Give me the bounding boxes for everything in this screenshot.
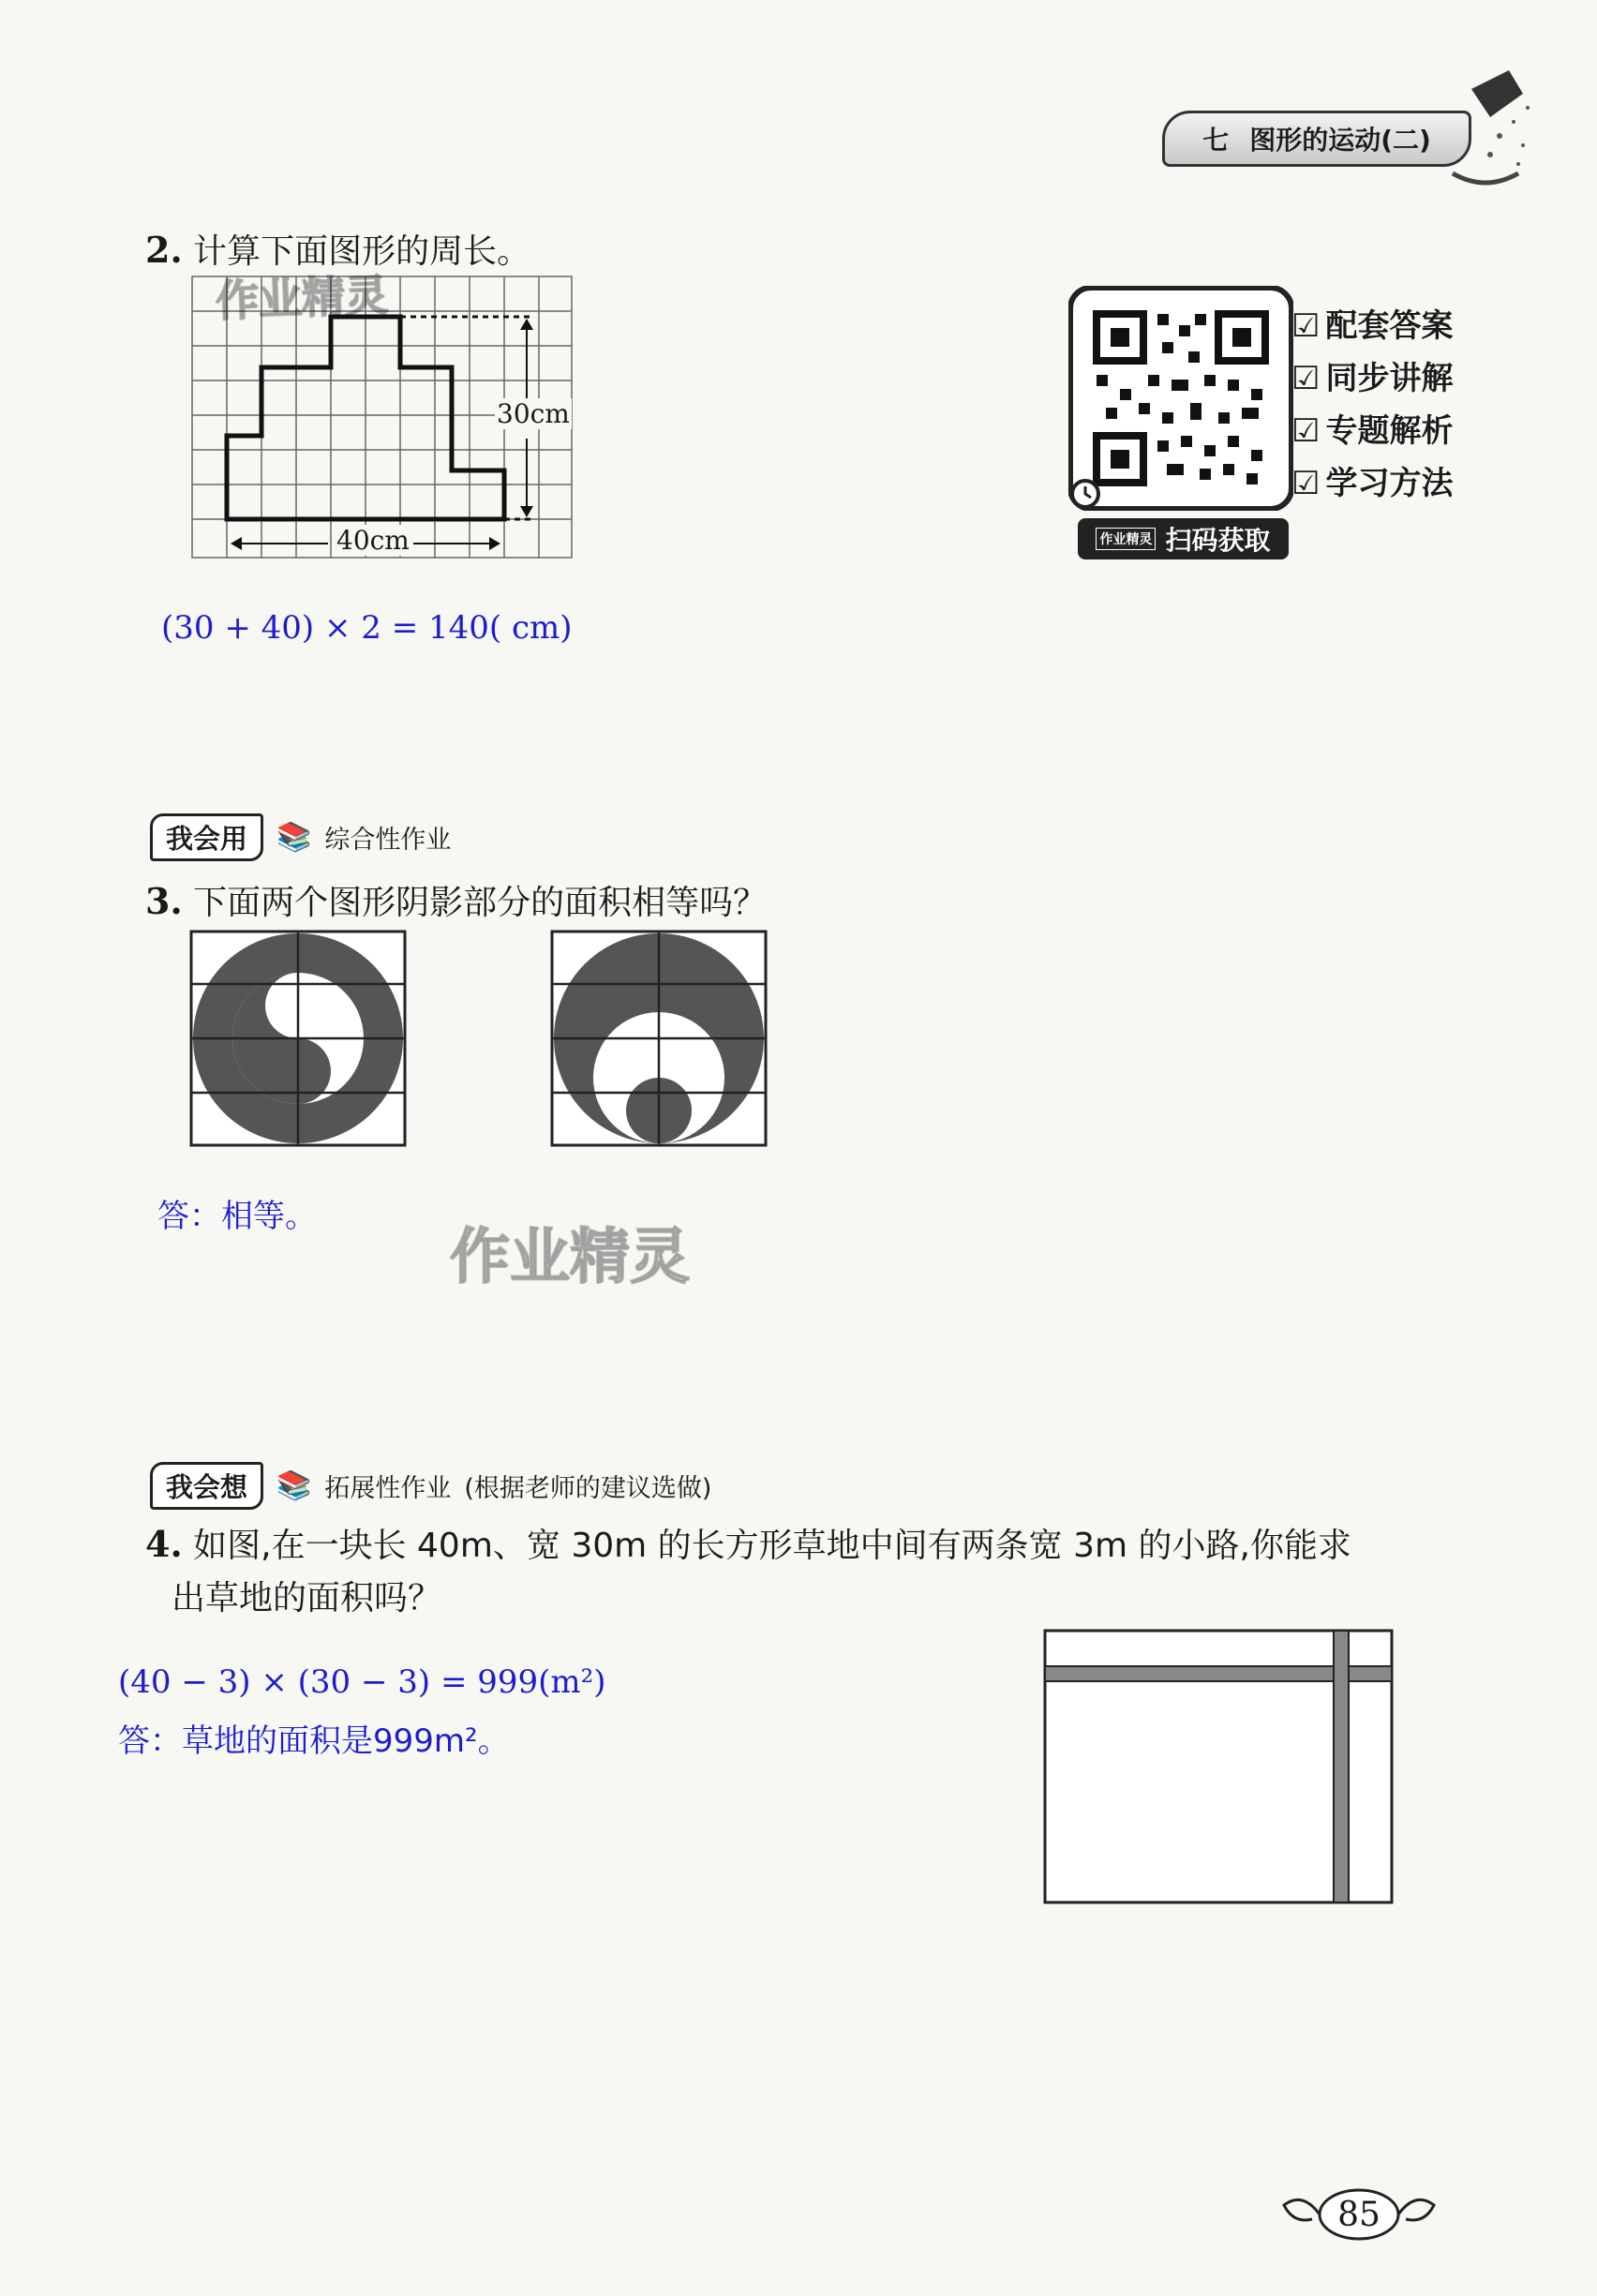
page-number-value: 85: [1337, 2195, 1381, 2234]
checkbox-icon: ☑: [1291, 412, 1321, 450]
watermark: 作业精灵: [215, 269, 389, 327]
question-3-text: 下面两个图形阴影部分的面积相等吗？: [193, 884, 768, 922]
qr-feature-list: [1291, 300, 1453, 510]
question-3-answer: 答：相等。: [157, 1198, 317, 1235]
chapter-banner: [1162, 111, 1471, 167]
section-4-tag: 我会想: [150, 1462, 263, 1510]
question-3-number: 3.: [145, 880, 183, 922]
vertical-path: [1334, 1631, 1349, 1902]
scan-label: 扫码获取: [1165, 525, 1271, 556]
figure-a: [187, 928, 412, 1153]
question-4-number: 4.: [145, 1523, 183, 1565]
checkbox-icon: ☑: [1291, 465, 1321, 502]
chapter-number: 七: [1202, 125, 1230, 156]
books-icon: 📚: [276, 821, 312, 854]
label-40cm: 40cm: [333, 525, 413, 556]
figure-b: [548, 928, 773, 1153]
section-3-subtitle: 综合性作业: [324, 826, 452, 855]
section-4-subtitle: 拓展性作业: [324, 1474, 452, 1503]
qr-code-icon: [1068, 286, 1293, 511]
checkbox-icon: ☑: [1291, 307, 1321, 345]
checkbox-icon: ☑: [1291, 360, 1321, 397]
section-4-header: [150, 1462, 711, 1510]
question-4-answer-text: 答：草地的面积是999m²。: [118, 1722, 510, 1760]
question-4: [145, 1518, 1351, 1625]
section-3-tag: 我会用: [150, 813, 263, 861]
qr-item: [1291, 300, 1453, 352]
qr-item: [1291, 352, 1453, 405]
lawn-figure: [1040, 1626, 1396, 1912]
qr-item: [1291, 457, 1453, 510]
question-2-answer: (30 + 40) × 2 = 140( cm): [161, 609, 573, 647]
page-number: [1275, 2182, 1443, 2247]
section-4-note: (根据老师的建议选做): [464, 1474, 712, 1503]
question-4-answer-formula: (40 − 3) × (30 − 3) = 999(m²): [118, 1663, 606, 1701]
question-2-text: 计算下面图形的周长。: [193, 232, 531, 271]
chapter-title: 图形的运动(二): [1249, 125, 1431, 156]
qr-item-label: 专题解析: [1325, 412, 1454, 450]
question-3: [145, 876, 767, 924]
books-icon: 📚: [276, 1469, 312, 1502]
scan-button[interactable]: [1078, 518, 1289, 559]
brush-decoration-icon: [1434, 52, 1537, 192]
question-4-text-2: 出草地的面积吗？: [172, 1579, 442, 1618]
question-2-number: 2.: [145, 229, 183, 271]
watermark: 作业精灵: [450, 1223, 690, 1292]
qr-item-label: 同步讲解: [1325, 360, 1454, 397]
qr-item: [1291, 405, 1453, 457]
question-4-line-1: [145, 1518, 1351, 1573]
scan-logo: 作业精灵: [1096, 528, 1156, 550]
section-3-header: [150, 813, 451, 861]
qr-item-label: 配套答案: [1325, 307, 1454, 345]
label-30cm: 30cm: [497, 398, 570, 429]
qr-item-label: 学习方法: [1325, 465, 1454, 502]
question-4-text-1: 如图,在一块长 40m、宽 30m 的长方形草地中间有两条宽 3m 的小路,你能求: [193, 1527, 1351, 1565]
